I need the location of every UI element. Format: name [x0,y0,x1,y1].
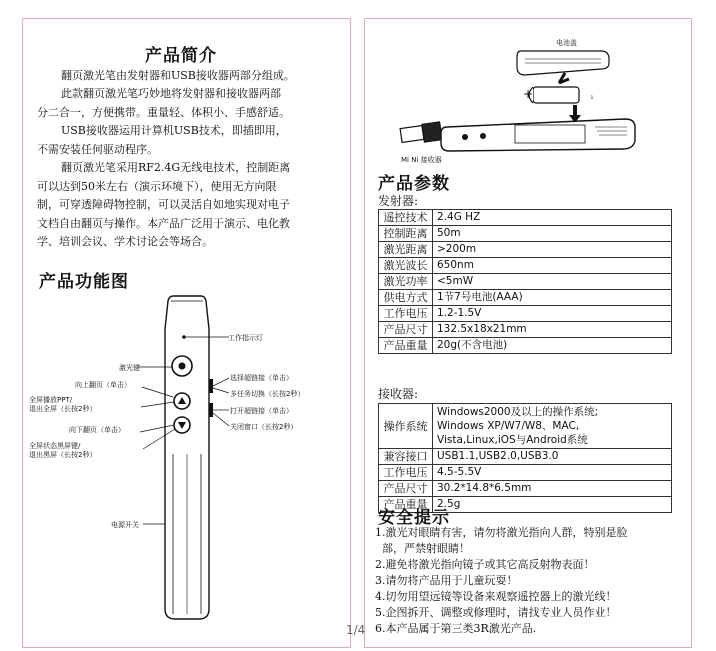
label-fullscreen: 全屏播放PPT/ [29,396,73,404]
usb-receiver-icon [400,126,424,143]
pen-diagram [23,289,352,639]
safety-line-3: 2.避免将激光指向镜子或其它高反射物表面！ [375,558,595,571]
diagram-title: 产品功能图 [39,272,129,292]
safety-line-4: 3.请勿将产品用于儿童玩耍！ [375,574,518,587]
intro-line-3: 分二合一，方便携带。重量轻、体积小、手感舒适。 [37,106,290,119]
table-row: 激光波长 650nm [379,258,672,274]
intro-line-8: 制，可穿透障碍物控制，可以灵活自如地实现对电子 [37,198,290,211]
svg-text:ı: ı [591,94,593,101]
side-button-top [209,379,213,393]
intro-line-4: USB接收器运用计算机USB技术，即插即用， [61,124,287,137]
side-button-bottom [209,403,213,417]
safety-line-5: 4.切勿用望远镜等设备来观察遥控器上的激光线！ [375,590,617,603]
safety-line-1: 1.激光对眼睛有害，请勿将激光指向人群，特别是脸 [375,526,628,539]
table-row: 遥控技术 2.4G HZ [379,210,672,226]
transmitter-table [378,209,672,354]
label-exit-black: 退出黑屏（长按2秒） [29,451,97,459]
plus-sign: + [523,87,534,101]
table-row: 工作电压 1.2-1.5V [379,306,672,322]
arrow-cover [559,73,569,83]
table-row: 产品重量 2.5g [379,497,672,513]
os-line-1: Windows2000及以上的操作系统; [437,406,599,418]
table-row: 兼容接口 USB1.1,USB2.0,USB3.0 [379,449,672,465]
intro-title: 产品简介 [145,46,217,66]
receiver-section-label: 接收器: [378,387,419,401]
left-page [22,18,351,648]
intro-line-5: 不需安装任何驱动程序。 [37,143,158,156]
label-select-link: 选择超链接（单击） [230,374,293,382]
label-page-down: 向下翻页（单击） [69,426,125,434]
label-page-up: 向上翻页（单击） [75,381,131,389]
params-title: 产品参数 [378,174,450,194]
table-row: 产品尺寸 132.5x18x21mm [379,322,672,338]
label-exit-fullscreen: 退出全屏（长按2秒） [29,405,97,413]
os-line-3: Vista,Linux,iOS与Android系统 [437,434,588,446]
table-row: 激光功率 <5mW [379,274,672,290]
label-power: 电源开关 [111,521,139,529]
intro-line-2: 此款翻页激光笔巧妙地将发射器和接收器两部 [61,87,281,100]
safety-line-7: 6.本产品属于第三类3R激光产品. [375,622,537,635]
table-row: 产品重量 20g(不含电池) [379,338,672,354]
intro-line-9: 文档自由翻页与操作。本产品广泛用于演示、电化教 [37,217,290,230]
label-laser-key: 激光键 [119,364,140,372]
battery-icon [533,87,579,103]
transmitter-label: 发射器: [378,194,419,208]
table-row: 操作系统 Windows2000及以上的操作系统; Windows XP/W7/W8、MAC, Vista,Linux,iOS与Android系统 [379,404,672,449]
safety-line-2: 部，严禁射眼睛！ [375,542,470,555]
table-row: 控制距离 50m [379,226,672,242]
receiver-table [378,403,672,513]
intro-line-7: 可以达到50米左右（演示环境下），使用无方向限 [37,180,277,193]
label-close-window: 关闭窗口（长按2秒） [230,423,298,431]
safety-line-6: 5.企图拆开、调整或修理时，请找专业人员作业！ [375,606,617,619]
os-line-2: Windows XP/W7/W8、MAC, [437,420,580,432]
intro-line-6: 翻页激光笔采用RF2.4G无线电技术，控制距离 [61,161,291,174]
battery-cover-label: 电池盖 [556,39,577,47]
label-open-link: 打开超链接（单击） [230,407,293,415]
label-blackscreen: 全屏状态黑屏键/ [29,442,81,450]
arrow-down [569,105,581,123]
label-work-light: 工作指示灯 [228,334,263,342]
table-row: 工作电压 4.5-5.5V [379,465,672,481]
work-light-icon [182,335,186,339]
table-row: 产品尺寸 30.2*14.8*6.5mm [379,481,672,497]
table-row: 激光距离 >200m [379,242,672,258]
table-row: 供电方式 1节7号电池(AAA) [379,290,672,306]
label-multitask: 多任务切换（长按2秒） [230,390,305,398]
receiver-label: Mi Ni 接收器 [401,156,442,164]
intro-line-1: 翻页激光笔由发射器和USB接收器两部分组成。 [61,69,295,82]
safety-title: 安全提示 [378,508,450,528]
page-number: 1/4 [346,623,366,637]
right-page [364,18,692,648]
intro-line-10: 学、培训会议、学术讨论会等场合。 [37,235,213,248]
